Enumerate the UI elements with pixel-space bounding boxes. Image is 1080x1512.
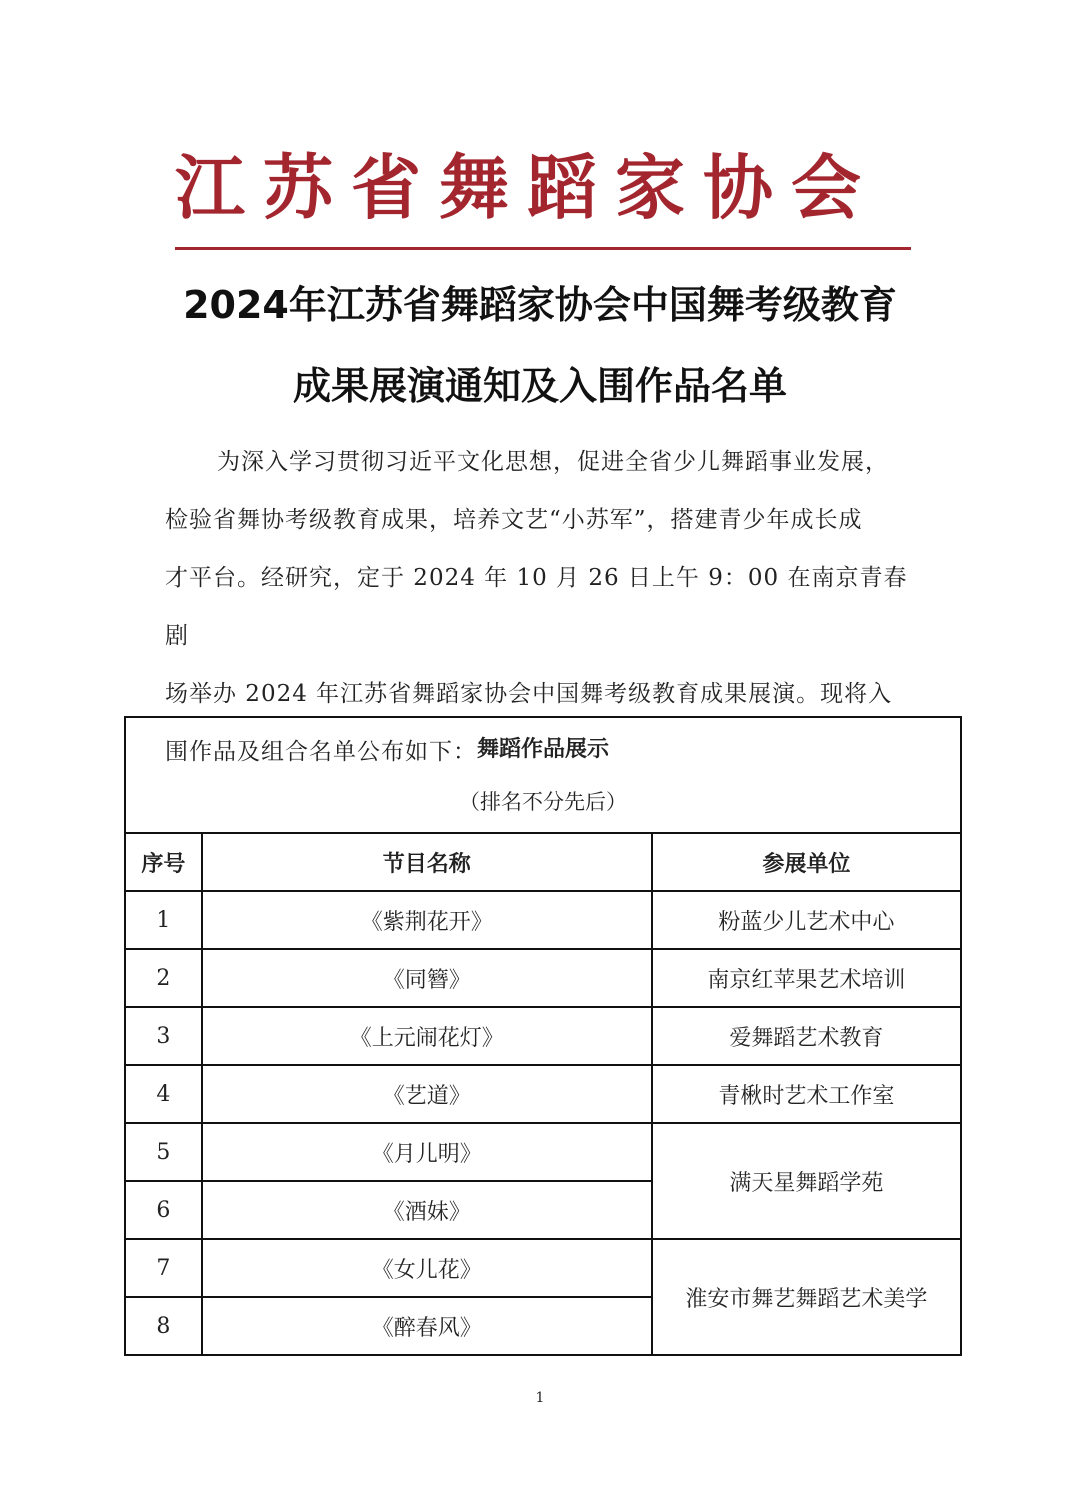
row-name: 《醉春风》 xyxy=(202,1297,652,1355)
paragraph-line: 才平台。经研究，定于 2024 年 10 月 26 日上午 9：00 在南京青春剧 xyxy=(165,565,908,649)
row-no: 2 xyxy=(125,949,202,1007)
row-unit: 南京红苹果艺术培训 xyxy=(652,949,961,1007)
paragraph-line: 场举办 2024 年江苏省舞蹈家协会中国舞考级教育成果展演。现将入 xyxy=(165,681,893,707)
row-no: 6 xyxy=(125,1181,202,1239)
header-divider xyxy=(175,247,911,250)
header-name: 节目名称 xyxy=(202,833,652,891)
table-row xyxy=(125,1123,961,1181)
table-caption-row xyxy=(125,717,961,833)
row-no: 8 xyxy=(125,1297,202,1355)
paragraph-line-text: 为深入学习贯彻习近平文化思想，促进全省少儿舞蹈事业发展， xyxy=(217,449,889,475)
paragraph-line: 围作品及组合名单公布如下： xyxy=(165,739,477,765)
table-row xyxy=(125,1239,961,1297)
row-no: 1 xyxy=(125,891,202,949)
document-title-line-2: 成果展演通知及入围作品名单 xyxy=(292,364,787,408)
row-name: 《艺道》 xyxy=(202,1065,652,1123)
header-unit: 参展单位 xyxy=(652,833,961,891)
row-name: 《同簪》 xyxy=(202,949,652,1007)
row-unit: 爱舞蹈艺术教育 xyxy=(652,1007,961,1065)
row-unit-merged: 淮安市舞艺舞蹈艺术美学 xyxy=(652,1239,961,1355)
row-unit: 粉蓝少儿艺术中心 xyxy=(652,891,961,949)
paragraph-line xyxy=(165,433,925,491)
row-no: 5 xyxy=(125,1123,202,1181)
document-title-line-1: 2024年江苏省舞蹈家协会中国舞考级教育 xyxy=(183,283,897,327)
table-row xyxy=(125,1065,961,1123)
table-row xyxy=(125,949,961,1007)
row-name: 《上元闹花灯》 xyxy=(202,1007,652,1065)
row-unit-merged: 满天星舞蹈学苑 xyxy=(652,1123,961,1239)
row-name: 《女儿花》 xyxy=(202,1239,652,1297)
org-name-header: 江苏省舞蹈家协会 xyxy=(175,147,879,229)
row-name: 《酒妹》 xyxy=(202,1181,652,1239)
row-unit: 青楸时艺术工作室 xyxy=(652,1065,961,1123)
row-name: 《紫荆花开》 xyxy=(202,891,652,949)
page-number: 1 xyxy=(535,1390,545,1406)
works-table xyxy=(124,716,962,1356)
table-caption-note: （排名不分先后） xyxy=(459,790,627,814)
table-caption: 舞蹈作品展示 xyxy=(476,737,609,762)
table-row xyxy=(125,1007,961,1065)
table-header-row xyxy=(125,833,961,891)
row-no: 7 xyxy=(125,1239,202,1297)
header-no: 序号 xyxy=(125,833,202,891)
row-no: 4 xyxy=(125,1065,202,1123)
row-name: 《月儿明》 xyxy=(202,1123,652,1181)
paragraph-line: 检验省舞协考级教育成果，培养文艺“小苏军”，搭建青少年成长成 xyxy=(165,507,863,533)
table-caption-cell xyxy=(125,717,961,833)
table-row xyxy=(125,891,961,949)
row-no: 3 xyxy=(125,1007,202,1065)
